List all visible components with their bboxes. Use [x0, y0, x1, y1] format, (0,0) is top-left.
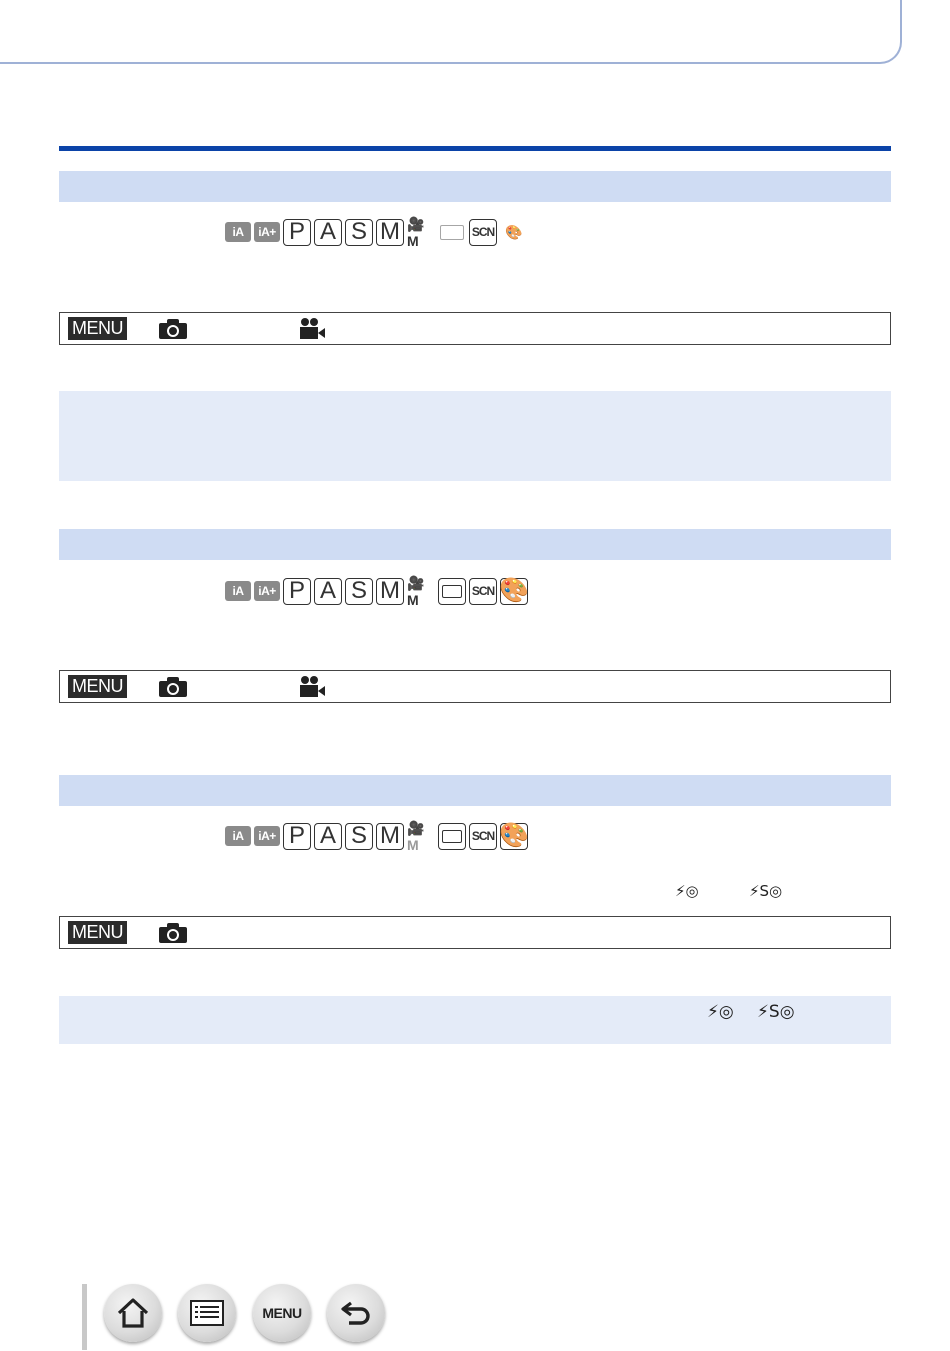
list-icon [189, 1299, 225, 1327]
menu-icon: MENU [262, 1305, 302, 1321]
mode-a-icon: A [314, 823, 342, 850]
mode-creative-control-icon: 🎨 [499, 577, 529, 604]
section-3-menu-path [59, 916, 891, 949]
section-1-menu-path [59, 312, 891, 345]
mode-ia-icon: iA [225, 222, 251, 242]
nav-divider [82, 1284, 87, 1350]
mode-scn-icon: SCN [469, 578, 497, 605]
mode-a-icon: A [314, 219, 342, 246]
mode-scn-icon: SCN [469, 823, 497, 850]
back-button[interactable] [327, 1284, 385, 1342]
slow-sync-red-eye-removal-icon: ⚡S◎ [757, 1002, 795, 1022]
menu-tag: MENU [68, 317, 127, 340]
mode-panorama-icon [438, 219, 466, 246]
mode-creative-video-icon: 🎥M [407, 574, 425, 608]
menu-tag: MENU [68, 675, 127, 698]
camera-icon [159, 319, 187, 339]
section-1-mode-icons [225, 216, 528, 248]
mode-m-icon: M [376, 578, 404, 605]
section-3-mode-icons [225, 820, 528, 852]
mode-ia-icon: iA [225, 826, 251, 846]
mode-a-icon: A [314, 578, 342, 605]
mode-s-icon: S [345, 578, 373, 605]
red-eye-removal-flash-icon: ⚡◎ [707, 1002, 734, 1022]
mode-ia-icon: iA+ [254, 826, 280, 846]
section-2-menu-path [59, 670, 891, 703]
mode-creative-video-icon: 🎥M [407, 215, 425, 249]
mode-creative-control-icon: 🎨 [505, 223, 523, 240]
section-3-header-band [59, 775, 891, 806]
mode-ia-icon: iA+ [254, 222, 280, 242]
menu-button[interactable] [253, 1284, 311, 1342]
section-2-mode-icons [225, 575, 528, 607]
mode-m-icon: M [376, 219, 404, 246]
mode-p-icon: P [283, 219, 311, 246]
slow-sync-red-eye-flash-icon: ⚡S◎ [749, 882, 783, 900]
mode-creative-video-icon: 🎥M [407, 819, 425, 853]
mode-s-icon: S [345, 823, 373, 850]
movie-icon [297, 676, 325, 698]
menu-tag: MENU [68, 921, 127, 944]
home-button[interactable] [104, 1284, 162, 1342]
mode-ia-icon: iA [225, 581, 251, 601]
section-2-header-band [59, 529, 891, 560]
back-arrow-icon [339, 1298, 373, 1328]
section-1-header-band [59, 171, 891, 202]
camera-icon [159, 923, 187, 943]
mode-scn-icon: SCN [469, 219, 497, 246]
contents-button[interactable] [178, 1284, 236, 1342]
mode-ia-icon: iA+ [254, 581, 280, 601]
mode-s-icon: S [345, 219, 373, 246]
red-eye-flash-icon: ⚡◎ [675, 882, 699, 900]
mode-m-icon: M [376, 823, 404, 850]
section-1-note-box [59, 391, 891, 481]
header-frame [0, 0, 902, 64]
section-3-note-box [59, 996, 891, 1044]
mode-creative-control-icon: 🎨 [499, 822, 529, 849]
home-icon [116, 1297, 150, 1329]
camera-icon [159, 677, 187, 697]
movie-icon [297, 318, 325, 340]
mode-p-icon: P [283, 578, 311, 605]
mode-panorama-icon [438, 578, 466, 605]
mode-panorama-icon [438, 823, 466, 850]
mode-p-icon: P [283, 823, 311, 850]
section-title-rule [59, 146, 891, 151]
